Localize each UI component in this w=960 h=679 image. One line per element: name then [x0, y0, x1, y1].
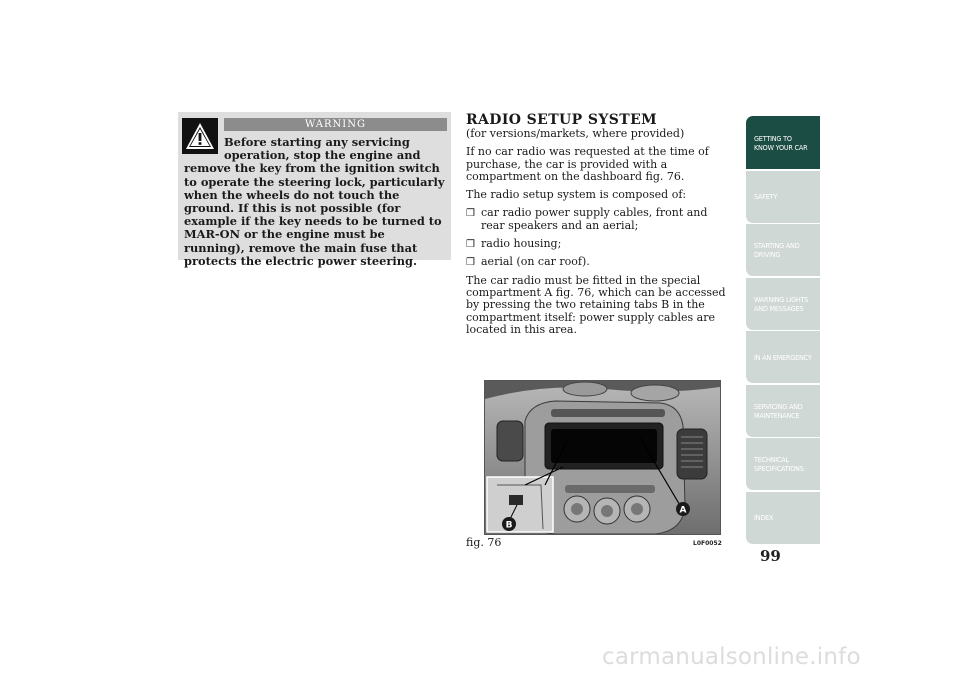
- warning-text-body: Before starting any servicing operation, stop the engine and remove the key from the ignition switch to operate the steering lock, particularly when the wheels do not touch the ground. If this is not possible (for example if the key needs to be turned to MAR-ON or the engine must be running), remove the main fuse that protects the electric power steering.: [184, 135, 445, 268]
- warning-text: [184, 136, 448, 268]
- tab-label: SERVICING AND MAINTENANCE: [754, 401, 803, 420]
- tab-label: STARTING AND DRIVING: [754, 241, 800, 259]
- list-item-text: aerial (on car roof).: [481, 255, 590, 269]
- chapter-tabs: [746, 116, 820, 545]
- tab-label: SAFETY: [754, 192, 778, 201]
- paragraph-2: The radio setup system is composed of:: [466, 188, 687, 202]
- tab-label: INDEX: [754, 513, 774, 522]
- section-subtitle: (for versions/markets, where provided): [466, 127, 685, 140]
- paragraph-3: The car radio must be fitted in the special compartment A fig. 76, which can be accessed by pressing the two retaining tabs B in the compartment itself: power supply cables are located in this area.: [466, 273, 726, 336]
- tab-technical-specifications[interactable]: [746, 438, 820, 490]
- radio-setup-section: [466, 112, 728, 342]
- tab-index[interactable]: [746, 492, 820, 544]
- checkbox-bullet-icon: ❒: [466, 257, 475, 269]
- page-number: 99: [760, 547, 781, 565]
- warning-title: WARNING: [224, 118, 447, 131]
- checkbox-bullet-icon: ❒: [466, 208, 475, 220]
- tab-label: WARNING LIGHTS AND MESSAGES: [754, 294, 809, 313]
- tab-label: IN AN EMERGENCY: [754, 352, 812, 362]
- warning-box: [178, 112, 451, 268]
- callout-label-a: A: [679, 505, 687, 516]
- tab-safety[interactable]: [746, 171, 820, 223]
- list-item: [466, 256, 728, 268]
- tab-starting-and-driving[interactable]: [746, 224, 820, 276]
- paragraph-1: If no car radio was requested at the time of purchase, the car is provided with a compartment on the dashboard fig. 76.: [466, 145, 709, 183]
- section-title: RADIO SETUP SYSTEM: [466, 112, 658, 128]
- list-item: [466, 238, 728, 250]
- figure-caption: fig. 76: [466, 536, 502, 549]
- tab-label: GETTING TO KNOW YOUR CAR: [754, 133, 808, 152]
- list-item-text: radio housing;: [481, 237, 562, 251]
- tab-servicing-and-maintenance[interactable]: [746, 385, 820, 437]
- callout-label-b: B: [505, 520, 513, 531]
- tab-getting-to-know-your-car[interactable]: [746, 116, 820, 169]
- tab-warning-lights-and-messages[interactable]: [746, 278, 820, 330]
- tab-label: TECHNICAL SPECIFICATIONS: [754, 455, 804, 473]
- components-list: [466, 207, 728, 268]
- watermark: carmanualsonline.info: [602, 644, 861, 670]
- list-item-text: car radio power supply cables, front and rear speakers and an aerial;: [481, 206, 708, 232]
- tab-in-an-emergency[interactable]: [746, 331, 820, 383]
- checkbox-bullet-icon: ❒: [466, 239, 475, 251]
- list-item: [466, 207, 728, 232]
- figure-dashboard-radio-compartment: [484, 380, 721, 535]
- figure-code: L0F0052: [693, 540, 722, 547]
